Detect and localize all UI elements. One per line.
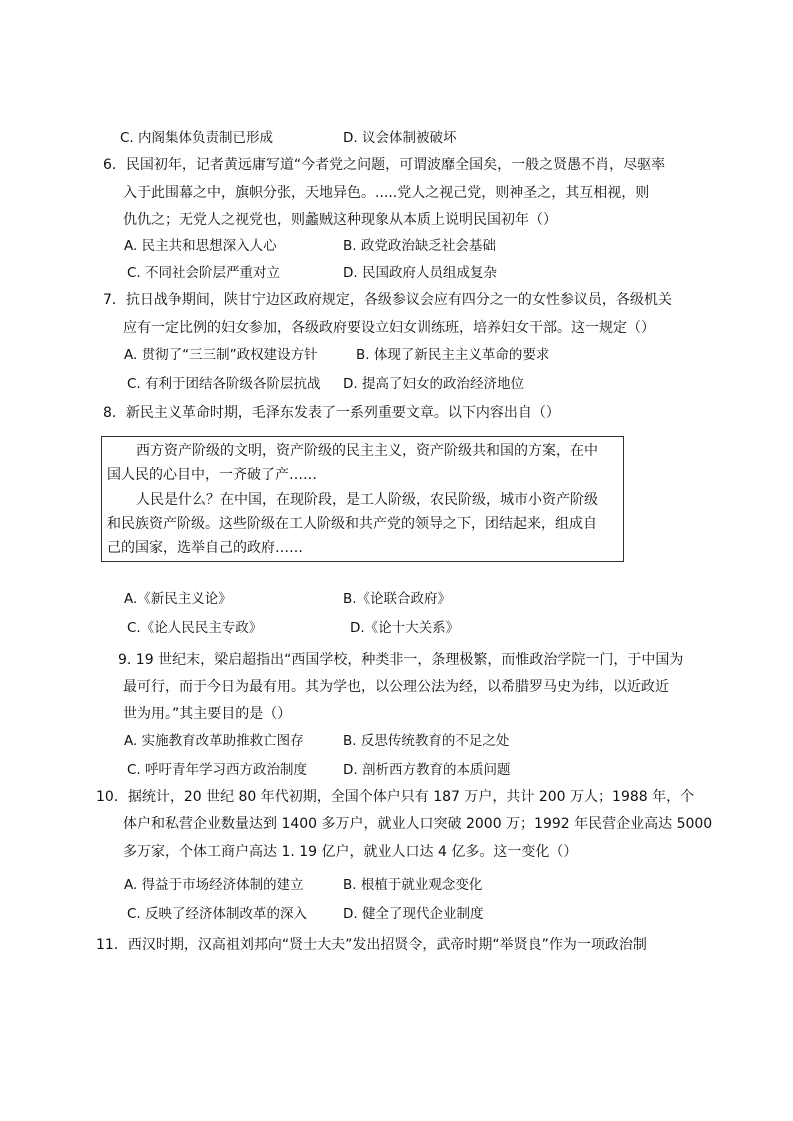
quote-line-4: 和民族资产阶级。这些阶级在工人阶级和共产党的领导之下，团结起来，组成自 [107,516,597,532]
question-10-option-a: A. 得益于市场经济体制的建立 [124,877,304,893]
question-6-option-b: B. 政党政治缺乏社会基础 [343,238,496,254]
question-6-option-d: D. 民国政府人员组成复杂 [343,265,497,281]
question-9-line-2: 最可行，而于今日为最有用。其为学也，以公理公法为经，以希腊罗马史为纬，以近政近 [123,679,669,695]
question-7-line-2: 应有一定比例的妇女参加，各级政府要设立妇女训练班，培养妇女干部。这一规定（） [123,320,655,336]
question-6-line-1: 6．民国初年，记者黄远庸写道“今者党之问题，可谓波靡全国矣，一般之贤愚不肖，尽驱率 [103,157,666,173]
question-10-line-2: 体户和私营企业数量达到 1400 多万户，就业人口突破 2000 万；1992 年民营企业高达 5000 [123,816,713,832]
question-6-line-2: 入于此围幕之中，旗帜分张，天地异色。.....党人之视己党，则神圣之，其互相视，则 [123,185,650,201]
option-d: D. 议会体制被破坏 [343,130,457,146]
quote-box [101,436,624,562]
question-11-line-1: 11．西汉时期，汉高祖刘邦向“贤士大夫”发出招贤令，武帝时期“举贤良”作为一项政治制 [96,937,647,953]
question-7-option-c: C. 有利于团结各阶级各阶层抗战 [127,376,321,392]
question-7-option-b: B. 体现了新民主主义革命的要求 [356,347,550,363]
question-10-line-1: 10．据统计，20 世纪 80 年代初期，全国个体户只有 187 万户，共计 200 万人；1988 年，个 [96,789,695,805]
question-7-line-1: 7．抗日战争期间，陕甘宁边区政府规定，各级参议会应有四分之一的女性参议员，各级机关 [103,292,672,308]
question-7-option-a: A. 贯彻了“三三制”政权建设方针 [124,347,318,363]
question-9-option-d: D. 剖析西方教育的本质问题 [343,762,511,778]
quote-line-3: 人民是什么？在中国，在现阶段，是工人阶级，农民阶级，城市小资产阶级 [136,492,598,508]
question-10-line-3: 多万家，个体工商户高达 1. 19 亿户，就业人口达 4 亿多。这一变化（） [123,844,578,860]
question-9-option-b: B. 反思传统教育的不足之处 [343,733,510,749]
question-9-option-c: C. 呼吁青年学习西方政治制度 [127,762,308,778]
question-8-line-1: 8．新民主义革命时期，毛泽东发表了一系列重要文章。以下内容出自（） [103,405,560,421]
question-8-option-a: A.《新民主义论》 [124,591,232,607]
question-9-option-a: A. 实施教育改革助推救亡图存 [124,733,304,749]
question-7-option-d: D. 提高了妇女的政治经济地位 [343,376,524,392]
question-9-line-1: 9. 19 世纪末，梁启超指出“西国学校，种类非一，条理极繁，而惟政治学院一门，于中国为 [118,652,684,668]
option-c: C. 内阁集体负责制已形成 [120,130,274,146]
question-10-option-b: B. 根植于就业观念变化 [343,877,483,893]
quote-line-2: 国人民的心目中，一齐破了产…… [107,467,317,483]
question-9-line-3: 世为用。”其主要目的是（） [123,706,292,722]
question-6-option-c: C. 不同社会阶层严重对立 [127,265,281,281]
quote-line-1: 西方资产阶级的文明，资产阶级的民主主义，资产阶级共和国的方案，在中 [136,443,598,459]
question-6-line-3: 仇仇之；无党人之视党也，则蠡贼这种现象从本质上说明民国初年（） [123,212,557,228]
question-8-option-c: C.《论人民民主专政》 [127,620,263,636]
question-6-option-a: A. 民主共和思想深入人心 [124,238,277,254]
question-8-option-d: D.《论十大关系》 [350,620,460,636]
question-10-option-d: D. 健全了现代企业制度 [343,906,484,922]
question-10-option-c: C. 反映了经济体制改革的深入 [127,906,308,922]
quote-line-5: 己的国家，选举自己的政府…… [107,540,303,556]
question-8-option-b: B.《论联合政府》 [343,591,452,607]
